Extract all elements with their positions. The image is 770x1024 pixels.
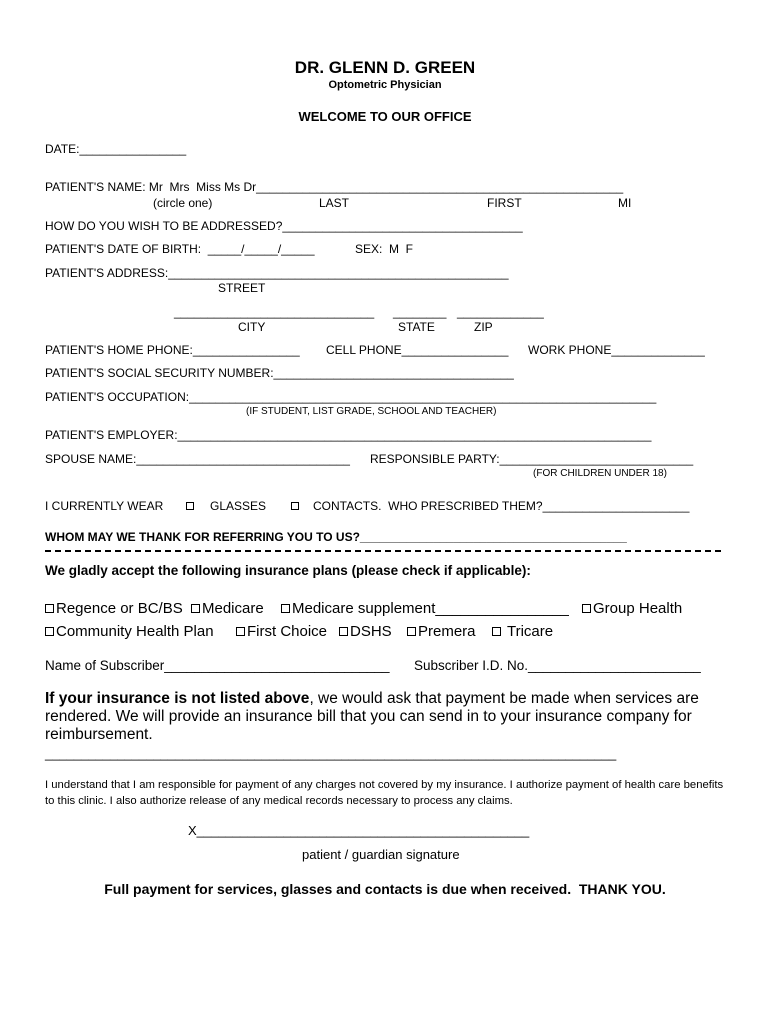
patient-name-field[interactable]: PATIENT'S NAME: Mr Mrs Miss Ms Dr_______________________________________________________ <box>45 180 624 194</box>
ssn-field[interactable]: PATIENT'S SOCIAL SECURITY NUMBER:____________________________________ <box>45 366 514 380</box>
signature-label: patient / guardian signature <box>302 847 460 862</box>
contacts-label: CONTACTS. WHO PRESCRIBED THEM?______________________ <box>313 499 690 513</box>
checkbox-icon[interactable] <box>236 627 245 636</box>
employer-field[interactable]: PATIENT'S EMPLOYER:_______________________________________________________________________ <box>45 428 652 442</box>
glasses-label: GLASSES <box>210 499 267 513</box>
glasses-option[interactable] <box>186 500 266 512</box>
addressed-field[interactable]: HOW DO YOU WISH TO BE ADDRESSED?____________________________________ <box>45 219 523 233</box>
first-choice-label: First Choice <box>247 623 328 640</box>
premera-label: Premera <box>418 623 476 640</box>
circle-one-label: (circle one) <box>153 196 213 210</box>
medicare-supplement-label: Medicare supplement________________ <box>292 600 569 617</box>
welcome-heading: WELCOME TO OUR OFFICE <box>298 109 472 124</box>
footer-payment-note: Full payment for services, glasses and contacts is due when received. THANK YOU. <box>104 881 666 897</box>
regence-label: Regence or BC/BS <box>56 600 183 617</box>
spouse-name-field[interactable]: SPOUSE NAME:________________________________ <box>45 452 350 466</box>
state-field[interactable]: ________ <box>393 305 447 319</box>
checkbox-icon[interactable] <box>281 604 290 613</box>
subscriber-id-field[interactable]: Subscriber I.D. No._______________________ <box>414 658 701 673</box>
responsible-party-field[interactable]: RESPONSIBLE PARTY:_____________________________ <box>370 452 694 466</box>
city-field[interactable]: ______________________________ <box>174 305 375 319</box>
referral-field[interactable]: WHOM MAY WE THANK FOR REFERRING YOU TO US?________________________________________ <box>45 530 627 544</box>
contacts-option[interactable] <box>291 500 689 512</box>
checkbox-icon[interactable] <box>582 604 591 613</box>
date-field[interactable]: DATE:________________ <box>45 142 187 156</box>
zip-field[interactable]: _____________ <box>457 305 544 319</box>
medicare-option[interactable] <box>191 601 264 616</box>
checkbox-icon[interactable] <box>186 502 194 510</box>
group-health-label: Group Health <box>593 600 683 617</box>
checkbox-icon[interactable] <box>45 604 54 613</box>
zip-label: ZIP <box>474 320 493 334</box>
insurance-heading: We gladly accept the following insurance plans (please check if applicable): <box>45 563 531 578</box>
subscriber-name-field[interactable]: Name of Subscriber______________________________ <box>45 658 390 673</box>
insurance-not-listed-paragraph <box>45 690 725 744</box>
currently-wear-label: I CURRENTLY WEAR <box>45 499 164 513</box>
consent-text: I understand that I am responsible for payment of any charges not covered by my insurance. I authorize payment of health care benefits to this clinic. I also authorize release of any medical records necessary to process any claims. <box>45 779 724 807</box>
city-label: CITY <box>238 320 266 334</box>
occupation-note: (IF STUDENT, LIST GRADE, SCHOOL AND TEACHER) <box>246 406 497 417</box>
community-health-label: Community Health Plan <box>56 623 214 640</box>
home-phone-field[interactable]: PATIENT'S HOME PHONE:________________ <box>45 343 300 357</box>
cell-phone-field[interactable]: CELL PHONE________________ <box>326 343 509 357</box>
medicare-supplement-option[interactable] <box>281 601 569 616</box>
checkbox-icon[interactable] <box>407 627 416 636</box>
checkbox-icon[interactable] <box>339 627 348 636</box>
last-name-label: LAST <box>319 196 350 210</box>
medicare-label: Medicare <box>202 600 264 617</box>
tricare-label: Tricare <box>507 623 554 640</box>
children-note: (FOR CHILDREN UNDER 18) <box>533 468 667 479</box>
street-label: STREET <box>218 281 266 295</box>
community-health-option[interactable] <box>45 624 214 639</box>
regence-option[interactable] <box>45 601 183 616</box>
first-choice-option[interactable] <box>236 624 327 639</box>
middle-initial-label: MI <box>618 196 632 210</box>
address-field[interactable]: PATIENT'S ADDRESS:___________________________________________________ <box>45 266 509 280</box>
checkbox-icon[interactable] <box>492 627 501 636</box>
checkbox-icon[interactable] <box>291 502 299 510</box>
sex-field[interactable]: SEX: M F <box>355 242 414 256</box>
not-listed-bold: If your insurance is not listed above <box>45 690 310 707</box>
state-label: STATE <box>398 320 435 334</box>
work-phone-field[interactable]: WORK PHONE______________ <box>528 343 705 357</box>
dshs-label: DSHS <box>350 623 392 640</box>
not-listed-rest: , we would ask that payment be made when services are rendered. We will provide an insurance bill that you can send in to your insurance company for reimbursement. <box>45 690 699 743</box>
first-name-label: FIRST <box>487 196 522 210</box>
paragraph-underline: _______________________________________________________________________________ <box>45 746 617 761</box>
date-of-birth-field[interactable]: PATIENT'S DATE OF BIRTH: _____/_____/_____ <box>45 242 315 256</box>
section-divider <box>45 550 721 552</box>
premera-option[interactable] <box>407 624 476 639</box>
doctor-subtitle: Optometric Physician <box>328 79 442 91</box>
checkbox-icon[interactable] <box>45 627 54 636</box>
group-health-option[interactable] <box>582 601 682 616</box>
signature-field[interactable]: X______________________________________________ <box>188 823 530 838</box>
dshs-option[interactable] <box>339 624 392 639</box>
tricare-option[interactable] <box>492 624 553 639</box>
occupation-field[interactable]: PATIENT'S OCCUPATION:______________________________________________________________________ <box>45 390 657 404</box>
checkbox-icon[interactable] <box>191 604 200 613</box>
doctor-name: DR. GLENN D. GREEN <box>294 58 476 77</box>
